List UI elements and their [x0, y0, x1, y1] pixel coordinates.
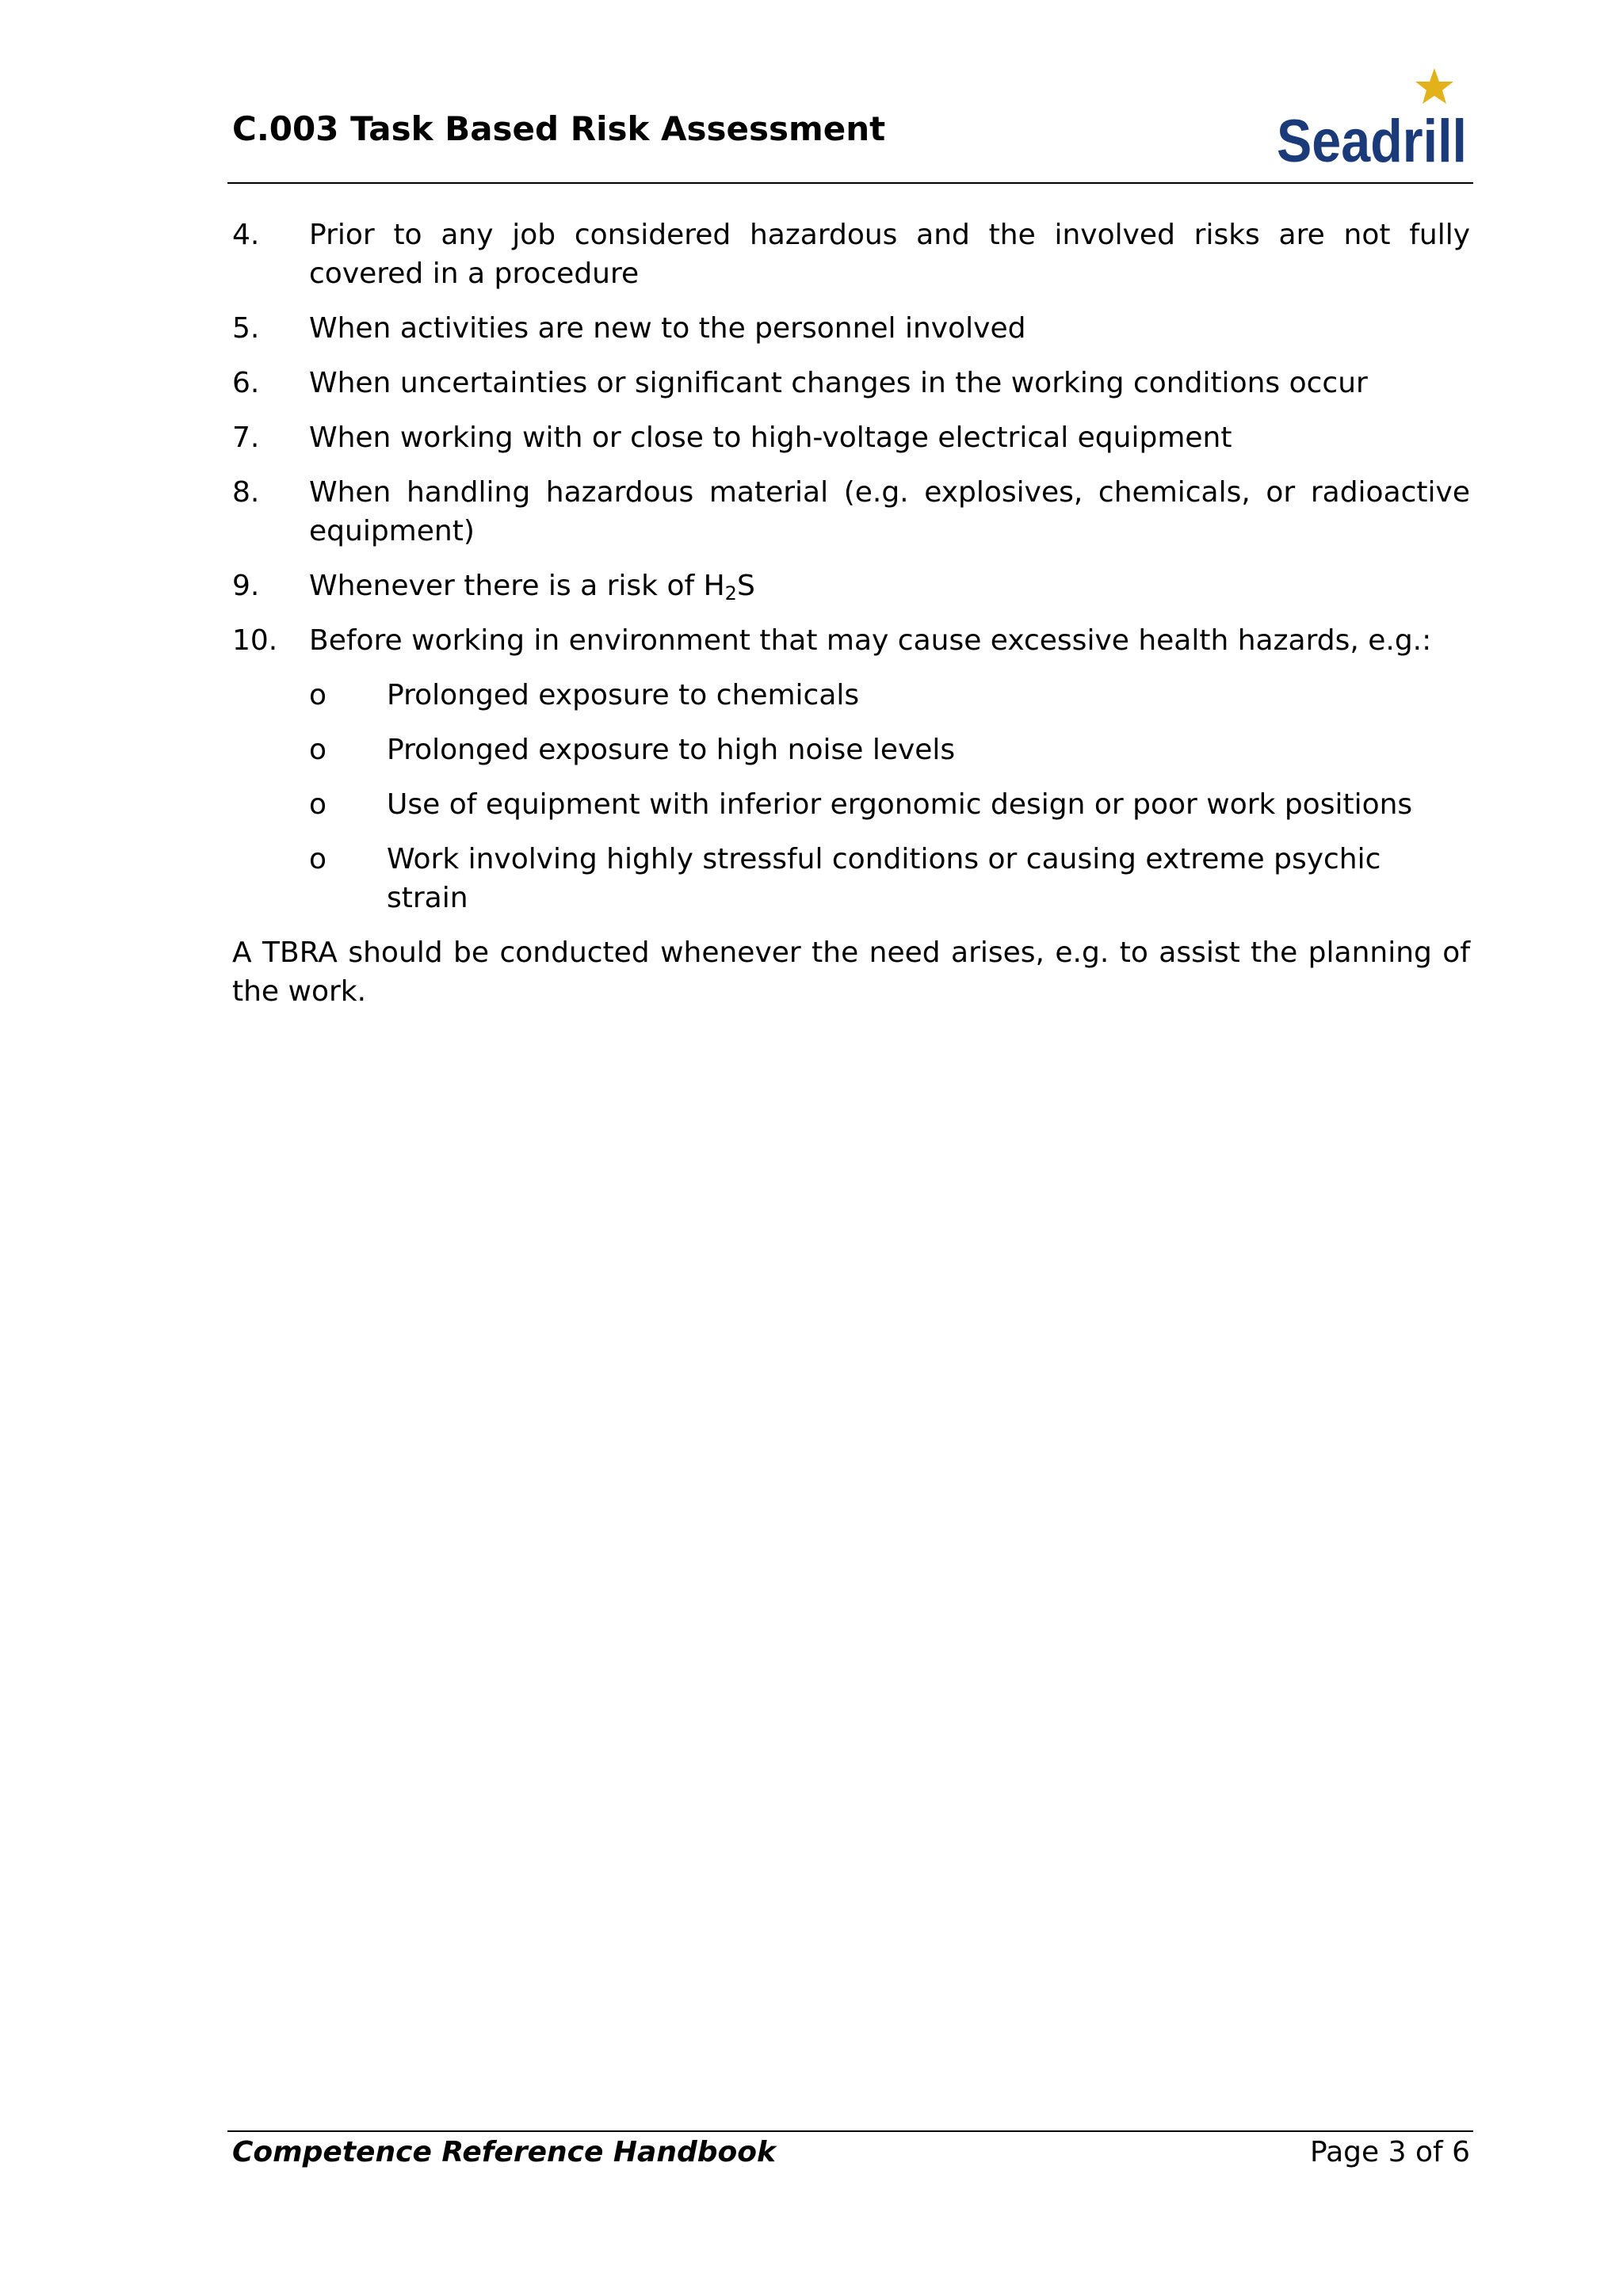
text-after-subscript: S — [736, 570, 755, 602]
list-item-text — [309, 570, 755, 605]
list-number: 8. — [232, 476, 260, 509]
sub-list-item-text: Work involving highly stressful conditions or causing extreme psychic strain — [387, 843, 1381, 914]
document-title: C.003 Task Based Risk Assessment — [232, 109, 886, 148]
page-header — [232, 103, 1468, 182]
list-number: 4. — [232, 219, 260, 251]
list-item — [232, 309, 1470, 348]
sub-list-item — [232, 730, 1470, 769]
list-item-text: When working with or close to high-voltage electrical equipment — [309, 421, 1232, 454]
list-number: 5. — [232, 312, 260, 345]
list-number: 10. — [232, 624, 278, 657]
bullet-icon: o — [309, 788, 327, 821]
sub-list-item-text: Prolonged exposure to high noise levels — [387, 734, 956, 766]
list-item — [232, 566, 1470, 605]
list-item — [232, 418, 1470, 457]
logo-star-icon — [1415, 68, 1453, 104]
list-item-text: Prior to any job considered hazardous and the involved risks are not fully covered in a procedure — [309, 219, 1470, 290]
logo-wordmark: Seadrill — [1277, 108, 1467, 175]
page-number: Page 3 of 6 — [1310, 2136, 1470, 2168]
list-item-text: When activities are new to the personnel involved — [309, 312, 1026, 345]
sub-list-item-text: Prolonged exposure to chemicals — [387, 679, 860, 711]
list-item — [232, 364, 1470, 402]
list-item-text: Before working in environment that may cause excessive health hazards, e.g.: — [309, 624, 1432, 657]
sub-list-item — [232, 840, 1470, 917]
bullet-icon: o — [309, 734, 327, 766]
list-item-text: When uncertainties or significant changes in the working conditions occur — [309, 367, 1368, 399]
footer-divider — [227, 2130, 1473, 2132]
text-before-subscript: Whenever there is a risk of H — [309, 570, 725, 602]
subscript-text: 2 — [724, 582, 737, 605]
footer-handbook-title: Competence Reference Handbook — [232, 2136, 776, 2168]
list-number: 6. — [232, 367, 260, 399]
bullet-icon: o — [309, 679, 327, 711]
closing-paragraph: A TBRA should be conducted whenever the need arises, e.g. to assist the planning of the work. — [232, 936, 1470, 1008]
document-body — [232, 215, 1470, 1011]
list-item — [232, 473, 1470, 551]
sub-list-item — [232, 785, 1470, 824]
list-number: 7. — [232, 421, 260, 454]
seadrill-logo — [1254, 68, 1468, 175]
header-divider — [227, 182, 1473, 184]
list-item — [232, 215, 1470, 293]
sub-list-item-text: Use of equipment with inferior ergonomic design or poor work positions — [387, 788, 1413, 821]
list-number: 9. — [232, 570, 260, 602]
list-item — [232, 621, 1470, 660]
sub-list-item — [232, 676, 1470, 715]
bullet-icon: o — [309, 843, 327, 875]
list-item-text: When handling hazardous material (e.g. explosives, chemicals, or radioactive equipment) — [309, 476, 1470, 547]
